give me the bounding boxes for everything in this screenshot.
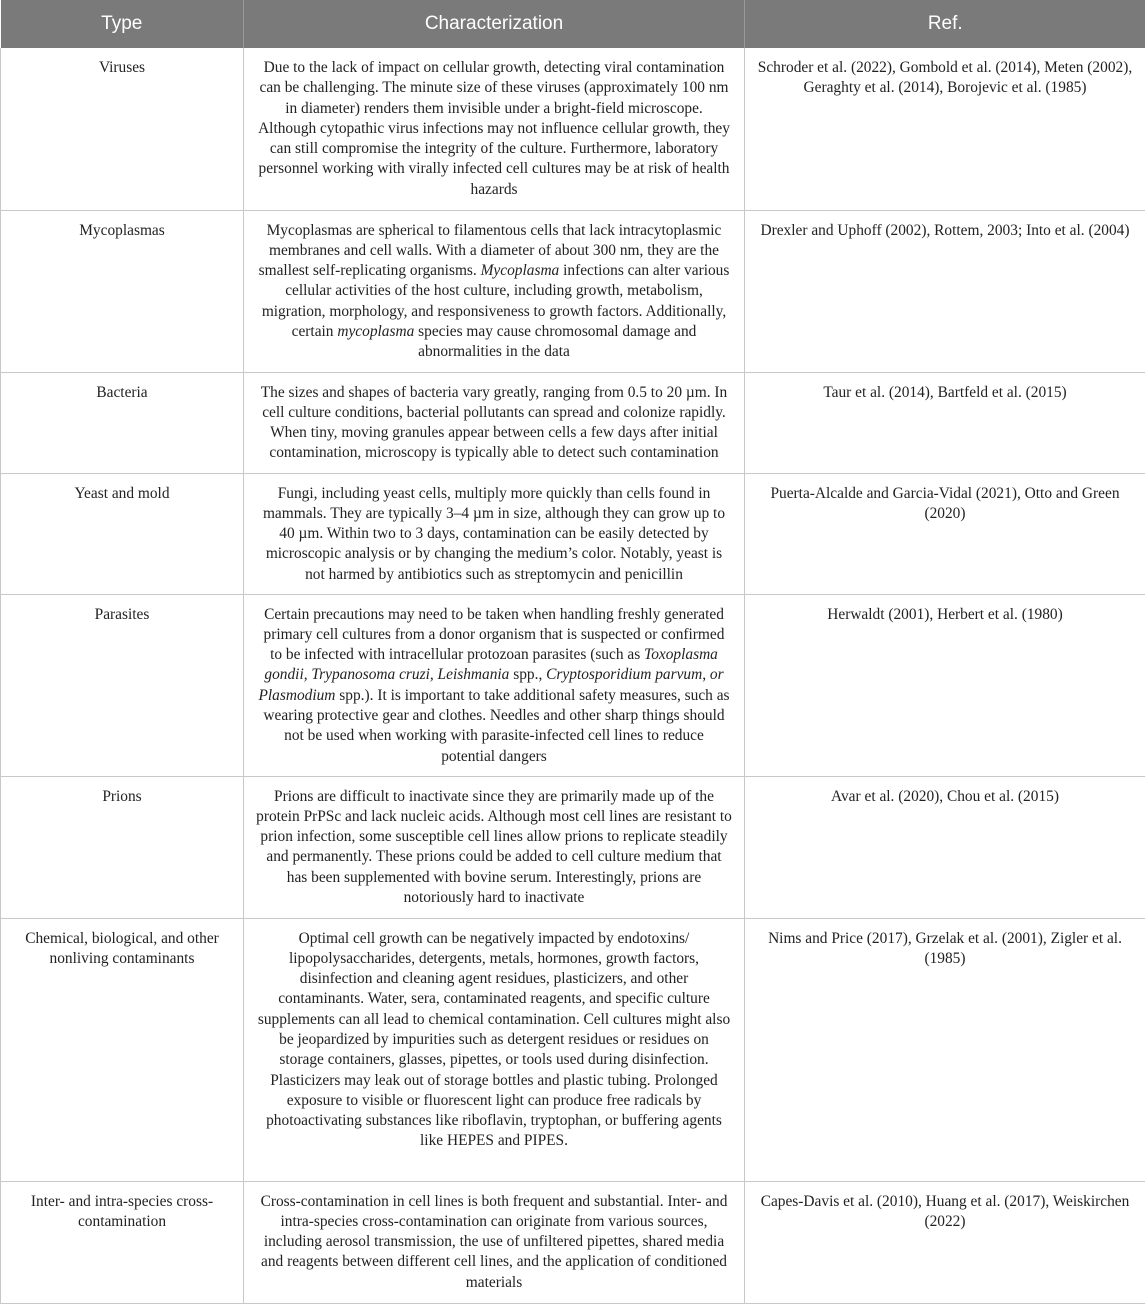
italic-text: Cryptosporidium parvum, or Plasmodium bbox=[258, 666, 723, 703]
header-type: Type bbox=[1, 0, 244, 48]
cell-characterization bbox=[244, 372, 745, 473]
table-row bbox=[1, 776, 1145, 918]
cell-ref: Capes-Davis et al. (2010), Huang et al. (2017), Weiskirchen (2022) bbox=[745, 1181, 1145, 1303]
cell-type: Inter- and intra-species cross-contamination bbox=[1, 1181, 244, 1303]
text-segment: species may cause chromosomal damage and abnormalities in the data bbox=[414, 323, 696, 360]
cell-characterization bbox=[244, 776, 745, 918]
table-row bbox=[1, 918, 1145, 1181]
text-segment: Due to the lack of impact on cellular growth, detecting viral contamination can be challenging. The minute size of these viruses (approximately 100 nm in diameter) renders them invisible under a bright-field microscope. Although cytopathic virus infections may not influence cellular growth, they can still compromise the integrity of the culture. Furthermore, laboratory personnel working with virally infected cell cultures may be at risk of health hazards bbox=[258, 59, 730, 198]
italic-text: Toxoplasma gondii, Trypanosoma cruzi, Leishmania bbox=[264, 646, 718, 683]
cell-ref: Taur et al. (2014), Bartfeld et al. (2015) bbox=[745, 372, 1145, 473]
cell-ref: Drexler and Uphoff (2002), Rottem, 2003; Into et al. (2004) bbox=[745, 210, 1145, 372]
cell-type: Viruses bbox=[1, 48, 244, 210]
cell-type: Chemical, biological, and other nonliving contaminants bbox=[1, 918, 244, 1181]
text-segment: Cross-contamination in cell lines is both frequent and substantial. Inter- and intra-species cross-contamination can originate from various sources, including aerosol transmission, the use of unfiltered pipettes, shared media and reagents between different cell lines, and the application of conditioned materials bbox=[261, 1193, 728, 1291]
text-segment: Fungi, including yeast cells, multiply more quickly than cells found in mammals. They are typically 3–4 µm in size, although they can grow up to 40 µm. Within two to 3 days, contamination can be easily detected by microscopic analysis or by changing the medium’s color. Notably, yeast is not harmed by antibiotics such as streptomycin and penicillin bbox=[263, 485, 725, 583]
cell-type: Yeast and mold bbox=[1, 473, 244, 594]
text-segment: Optimal cell growth can be negatively impacted by endotoxins/ lipopolysaccharides, detergents, metals, hormones, growth factors, disinfection and cleaning agent residues, plasticizers, and other contaminants. Water, sera, contaminated reagents, and specific culture supplements can all lead to chemical contamination. Cell cultures might also be jeopardized by impurities such as detergent residues or residues on storage containers, glasses, pipettes, or tools used during disinfection. Plasticizers may leak out of storage bottles and plastic tubing. Prolonged exposure to visible or fluorescent light can produce free radicals by photoactivating substances like riboflavin, tryptophan, or buffering agents like HEPES and PIPES. bbox=[258, 930, 730, 1150]
cell-characterization bbox=[244, 210, 745, 372]
text-segment: spp., bbox=[509, 666, 546, 683]
header-characterization: Characterization bbox=[244, 0, 745, 48]
header-row bbox=[1, 0, 1145, 48]
cell-type: Mycoplasmas bbox=[1, 210, 244, 372]
table-row bbox=[1, 210, 1145, 372]
cell-characterization bbox=[244, 48, 745, 210]
cell-ref: Nims and Price (2017), Grzelak et al. (2001), Zigler et al. (1985) bbox=[745, 918, 1145, 1181]
cell-type: Prions bbox=[1, 776, 244, 918]
cell-ref: Herwaldt (2001), Herbert et al. (1980) bbox=[745, 594, 1145, 776]
text-segment: spp.). It is important to take additional safety measures, such as wearing protective gear and clothes. Needles and other sharp things should not be used when working with parasite-infected cell lines to reduce potential dangers bbox=[263, 687, 729, 765]
cell-characterization bbox=[244, 1181, 745, 1303]
table-row bbox=[1, 473, 1145, 594]
cell-type: Bacteria bbox=[1, 372, 244, 473]
cell-type: Parasites bbox=[1, 594, 244, 776]
cell-ref: Puerta-Alcalde and Garcia-Vidal (2021), Otto and Green (2020) bbox=[745, 473, 1145, 594]
table-row bbox=[1, 372, 1145, 473]
table-header bbox=[1, 0, 1145, 48]
cell-characterization bbox=[244, 473, 745, 594]
cell-characterization bbox=[244, 594, 745, 776]
text-segment: Certain precautions may need to be taken when handling freshly generated primary cell cultures from a donor organism that is suspected or confirmed to be infected with intracellular protozoan parasites (such as bbox=[264, 606, 725, 664]
italic-text: Mycoplasma bbox=[481, 262, 560, 279]
text-segment: Prions are difficult to inactivate since they are primarily made up of the protein PrPSc and lack nucleic acids. Although most cell lines are resistant to prion infection, some susceptible cell lines allow prions to replicate steadily and permanently. These prions could be added to cell culture medium that has been supplemented with bovine serum. Interestingly, prions are notoriously hard to inactivate bbox=[256, 788, 732, 906]
cell-ref: Avar et al. (2020), Chou et al. (2015) bbox=[745, 776, 1145, 918]
table-row bbox=[1, 594, 1145, 776]
italic-text: mycoplasma bbox=[337, 323, 414, 340]
cell-characterization bbox=[244, 918, 745, 1181]
text-segment: Mycoplasmas are spherical to filamentous cells that lack intracytoplasmic membranes and cell walls. With a diameter of about 300 nm, they are the smallest self-replicating organisms. bbox=[259, 222, 722, 280]
text-segment: infections can alter various cellular activities of the host culture, including growth, metabolism, migration, morphology, and responsiveness to growth factors. Additionally, certain bbox=[262, 262, 730, 340]
text-segment: The sizes and shapes of bacteria vary greatly, ranging from 0.5 to 20 µm. In cell culture conditions, bacterial pollutants can spread and colonize rapidly. When tiny, moving granules appear between cells a few days after initial contamination, microscopy is typically able to detect such contamination bbox=[261, 384, 727, 462]
table-row bbox=[1, 48, 1145, 210]
table-row bbox=[1, 1181, 1145, 1303]
header-ref: Ref. bbox=[745, 0, 1145, 48]
cell-ref: Schroder et al. (2022), Gombold et al. (2014), Meten (2002), Geraghty et al. (2014), Borojevic et al. (1985) bbox=[745, 48, 1145, 210]
table-body bbox=[1, 48, 1145, 1303]
